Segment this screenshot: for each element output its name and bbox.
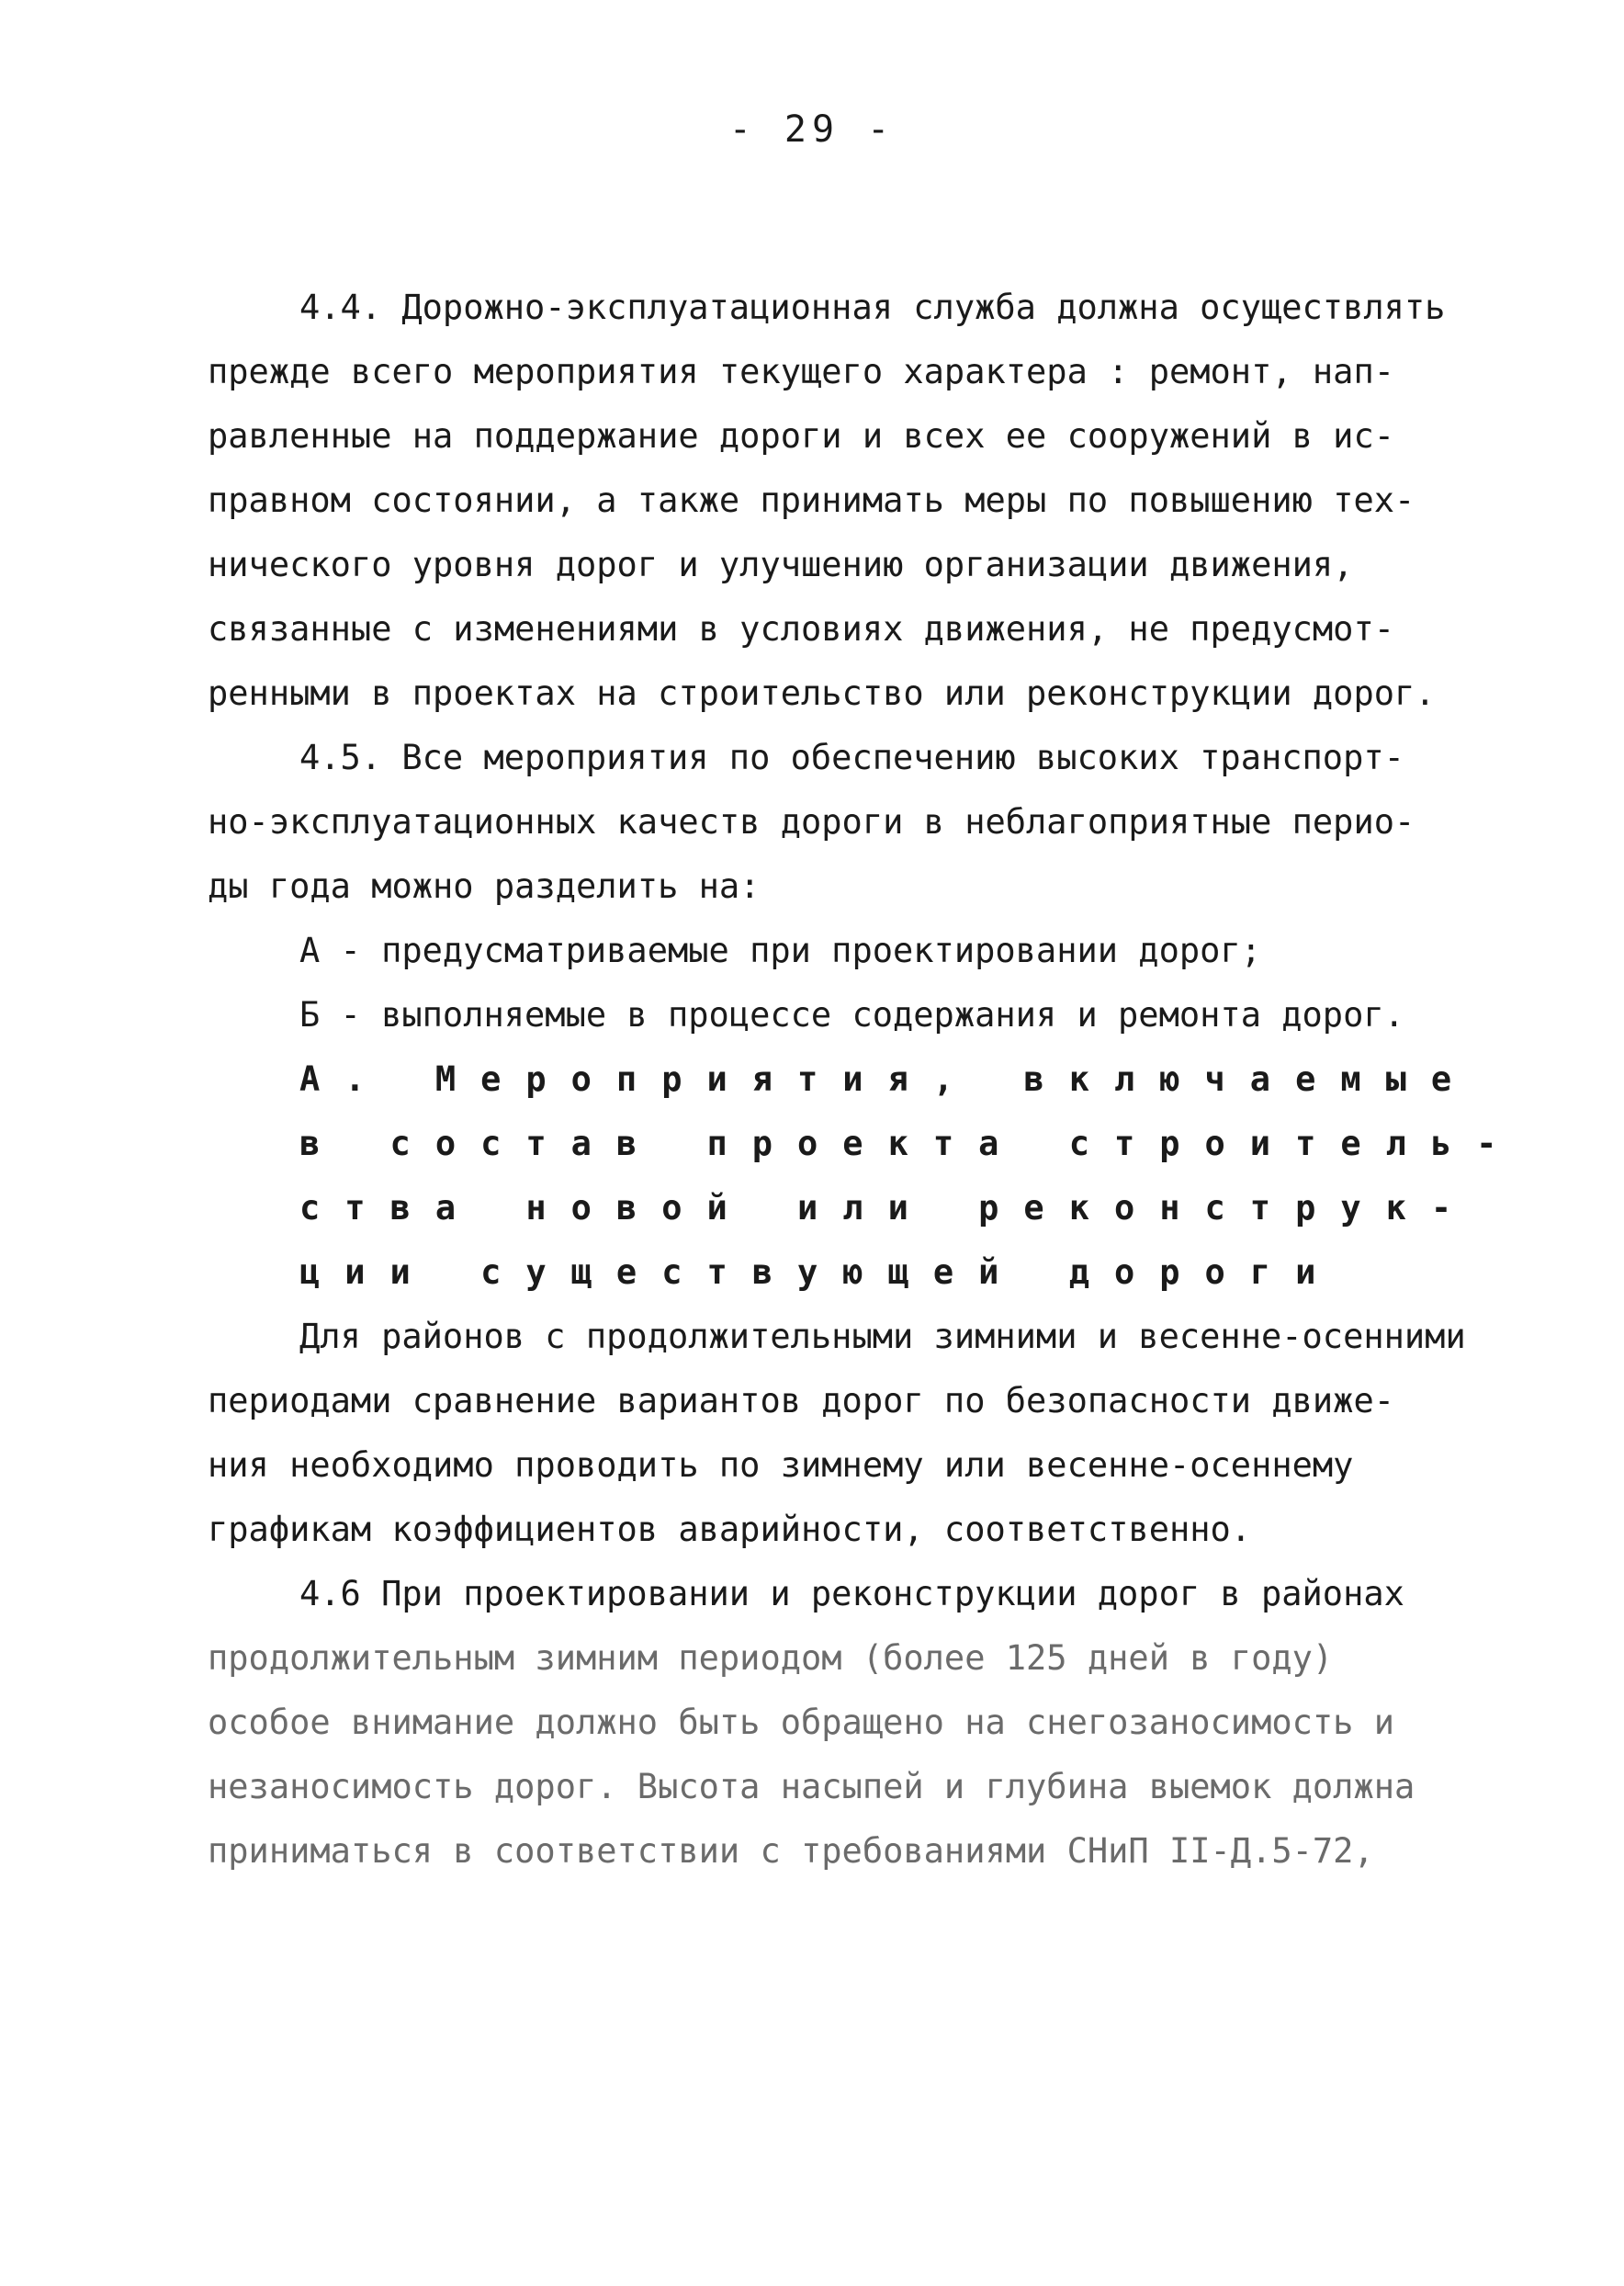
- text-line: ды года можно разделить на:: [208, 866, 761, 906]
- text-line: связанные с изменениями в условиях движения, не предусмот-: [208, 609, 1395, 649]
- section-heading-line: А. Мероприятия, включаемые: [299, 1059, 1477, 1099]
- body-text: [208, 276, 1522, 1884]
- text-line: приниматься в соответствии с требованиями СНиП II-Д.5-72,: [208, 1831, 1374, 1871]
- section-heading-line: в состав проекта строитель-: [299, 1124, 1522, 1163]
- text-line: графикам коэффициентов аварийности, соответственно.: [208, 1510, 1252, 1549]
- text-line: продолжительным зимним периодом (более 125 дней в году): [208, 1638, 1334, 1678]
- text-line: периодами сравнение вариантов дорог по безопасности движе-: [208, 1381, 1395, 1420]
- text-line: А - предусматриваемые при проектировании дорог;: [299, 931, 1261, 970]
- text-line: 4.6 При проектировании и реконструкции дорог в районах: [299, 1574, 1404, 1613]
- text-line: ния необходимо проводить по зимнему или весенне-осеннему: [208, 1445, 1354, 1485]
- text-line: 4.4. Дорожно-эксплуатационная служба должна осуществлять: [299, 288, 1446, 327]
- text-line: Б - выполняемые в процессе содержания и ремонта дорог.: [299, 995, 1404, 1035]
- section-heading-line: ции существующей дороги: [299, 1252, 1341, 1292]
- text-line: прежде всего мероприятия текущего характера : ремонт, нап-: [208, 352, 1395, 391]
- text-line: 4.5. Все мероприятия по обеспечению высоких транспорт-: [299, 738, 1404, 777]
- text-line: особое внимание должно быть обращено на снегозаносимость и: [208, 1703, 1395, 1742]
- text-line: нического уровня дорог и улучшению организации движения,: [208, 545, 1354, 584]
- section-heading-line: ства новой или реконструк-: [299, 1188, 1477, 1228]
- text-line: равленные на поддержание дороги и всех ее сооружений в ис-: [208, 416, 1395, 456]
- text-line: незаносимость дорог. Высота насыпей и глубина выемок должна: [208, 1767, 1415, 1806]
- page-number: - 29 -: [728, 108, 896, 151]
- text-line: но-эксплуатационных качеств дороги в неблагоприятные перио-: [208, 802, 1415, 842]
- text-line: ренными в проектах на строительство или реконструкции дорог.: [208, 673, 1436, 713]
- text-line: Для районов с продолжительными зимними и весенне-осенними: [299, 1317, 1466, 1356]
- text-line: правном состоянии, а также принимать меры по повышению тех-: [208, 481, 1415, 520]
